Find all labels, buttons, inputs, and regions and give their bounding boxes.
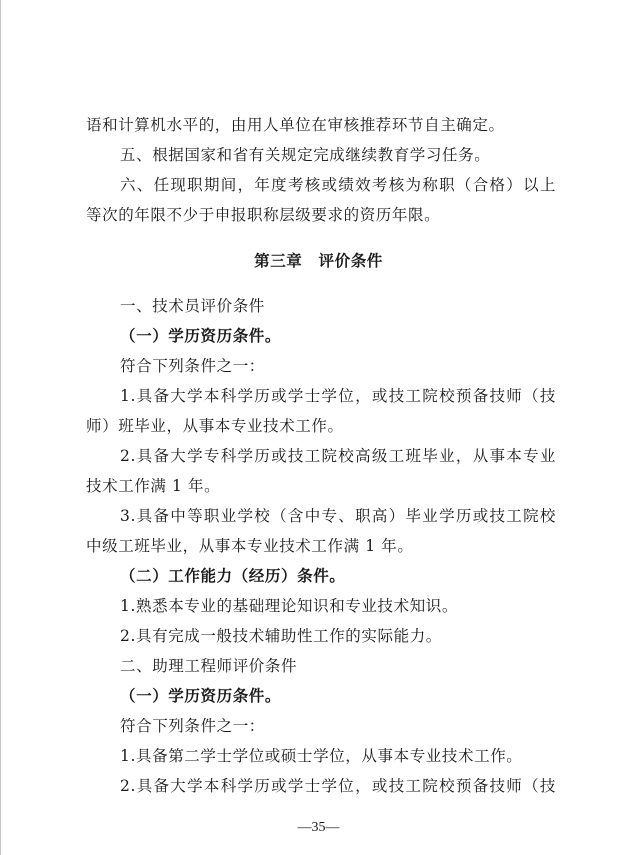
- subsection-heading-2: （二）工作能力（经历）条件。: [120, 566, 346, 585]
- text-line-1: 语和计算机水平的，由用人单位在审核推荐环节自主确定。: [86, 116, 505, 134]
- text-line-17: 2.具有完成一般技术辅助性工作的实际能力。: [120, 627, 442, 645]
- text-line-22: 2.具备大学本科学历或学士学位，或技工院校预备技师（技: [120, 777, 556, 795]
- text-line-3: 六、任现职期间，年度考核或绩效考核为称职（合格）以上: [120, 176, 556, 194]
- text-line-9: 1.具备大学本科学历或学士学位，或技工院校预备技师（技: [120, 387, 556, 405]
- text-line-11: 2.具备大学专科学历或技工院校高级工班毕业，从事本专业: [120, 447, 556, 465]
- text-line-2: 五、根据国家和省有关规定完成继续教育学习任务。: [120, 146, 491, 164]
- subsection-heading-3: （一）学历资历条件。: [120, 686, 282, 705]
- page-number: —35—: [297, 820, 340, 835]
- text-line-4: 等次的年限不少于申报职称层级要求的资历年限。: [86, 206, 441, 224]
- subsection-heading-1: （一）学历资历条件。: [120, 326, 282, 345]
- text-line-14: 中级工班毕业，从事本专业技术工作满 1 年。: [86, 537, 414, 555]
- chapter-title: 第三章 评价条件: [254, 252, 383, 270]
- text-line-10: 师）班毕业，从事本专业技术工作。: [86, 417, 344, 435]
- section-heading-2: 二、助理工程师评价条件: [120, 657, 298, 675]
- section-heading-1: 一、技术员评价条件: [120, 297, 265, 315]
- text-line-21: 1.具备第二学士学位或硕士学位，从事本专业技术工作。: [120, 747, 523, 765]
- text-line-8: 符合下列条件之一：: [120, 357, 265, 375]
- text-line-13: 3.具备中等职业学校（含中专、职高）毕业学历或技工院校: [120, 507, 556, 525]
- text-line-16: 1.熟悉本专业的基础理论知识和专业技术知识。: [120, 597, 458, 615]
- text-line-20: 符合下列条件之一：: [120, 717, 265, 735]
- text-line-12: 技术工作满 1 年。: [86, 477, 221, 495]
